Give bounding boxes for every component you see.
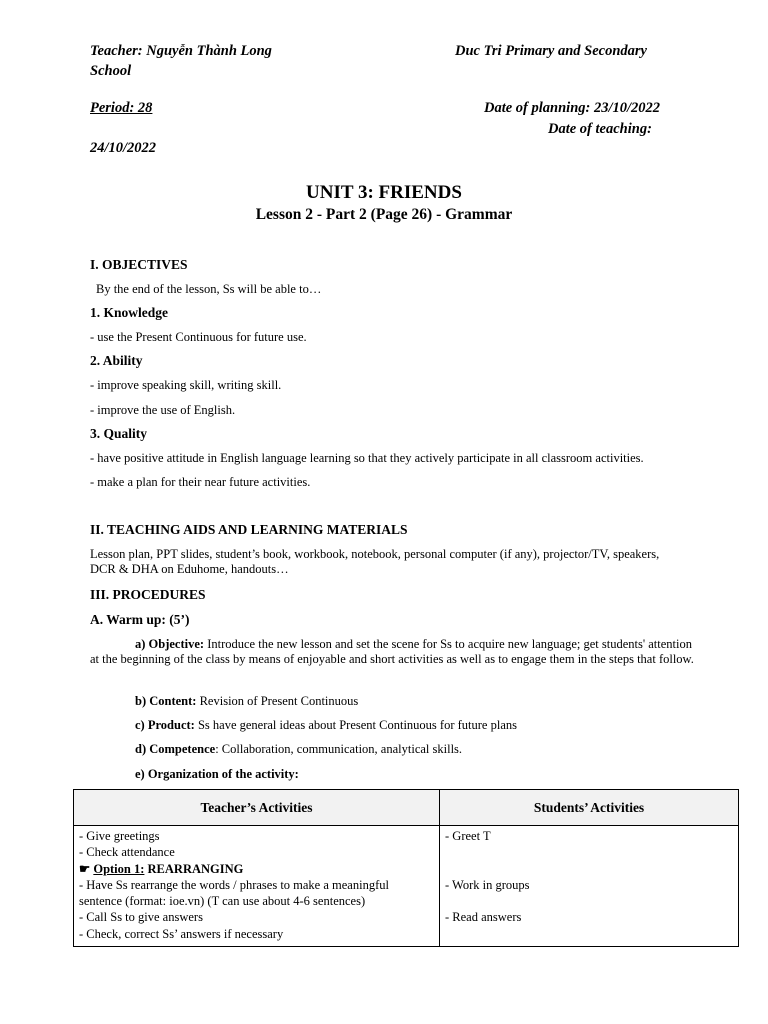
- teacher-activities-cell: [74, 826, 440, 947]
- teacher-step: - Check attendance: [79, 845, 175, 860]
- procedures-heading: III. PROCEDURES: [90, 587, 206, 602]
- product-text: Ss have general ideas about Present Continuous for future plans: [197, 718, 517, 732]
- teacher-activities-header: Teacher’s Activities: [74, 790, 440, 826]
- content-line: [135, 694, 358, 709]
- ability-item: - improve the use of English.: [90, 403, 236, 417]
- student-step: - Greet T: [445, 829, 491, 843]
- quality-item: - make a plan for their near future activities.: [90, 475, 311, 489]
- date-of-teaching-label: Date of teaching:: [548, 121, 652, 137]
- school-name: Duc Tri Primary and Secondary: [455, 43, 647, 59]
- period: Period: 28: [90, 100, 153, 116]
- date-of-teaching-value: 24/10/2022: [90, 140, 157, 156]
- ability-heading: 2. Ability: [90, 353, 143, 368]
- option-line: [79, 861, 434, 877]
- student-step: - Read answers: [445, 910, 522, 925]
- teacher-step: - Give greetings: [79, 829, 160, 843]
- objectives-heading: I. OBJECTIVES: [90, 257, 188, 272]
- competence-line: [135, 742, 462, 757]
- knowledge-item: - use the Present Continuous for future use.: [90, 330, 307, 344]
- competence-text: : Collaboration, communication, analytical skills.: [215, 742, 463, 756]
- competence-label: d) Competence: [135, 742, 216, 756]
- student-step: - Work in groups: [445, 877, 530, 892]
- date-of-planning: Date of planning: 23/10/2022: [484, 100, 661, 116]
- students-activities-cell: [440, 826, 739, 947]
- content-text: Revision of Present Continuous: [199, 694, 359, 708]
- students-activities-header: Students’ Activities: [440, 790, 739, 826]
- option-label: Option 1:: [93, 861, 145, 876]
- school-name-continued: School: [90, 63, 132, 79]
- product-label: c) Product:: [135, 718, 195, 732]
- table-header-row: [74, 790, 739, 826]
- warmup-heading: A. Warm up: (5’): [90, 612, 190, 627]
- knowledge-heading: 1. Knowledge: [90, 305, 169, 320]
- teacher-step: - Call Ss to give answers: [79, 910, 203, 925]
- teacher-name: Teacher: Nguyễn Thành Long: [90, 43, 272, 59]
- quality-heading: 3. Quality: [90, 426, 148, 441]
- objective-label: a) Objective:: [135, 637, 205, 651]
- teacher-step: - Check, correct Ss’ answers if necessary: [79, 926, 284, 941]
- materials-text: Lesson plan, PPT slides, student’s book, workbook, notebook, personal computer (if any), projector/TV, speakers, DCR & DHA on Eduhome, handouts…: [90, 547, 660, 576]
- option-name: REARRANGING: [147, 861, 244, 876]
- table-row: [74, 826, 739, 947]
- materials-heading: II. TEACHING AIDS AND LEARNING MATERIALS: [90, 522, 408, 537]
- pointing-hand-icon: ☛: [79, 861, 91, 876]
- quality-item: - have positive attitude in English language learning so that they actively participate in all classroom activities.: [90, 451, 644, 465]
- organization-label: e) Organization of the activity:: [135, 767, 299, 781]
- teacher-step: - Have Ss rearrange the words / phrases to make a meaningful sentence (format: ioe.vn) (T can use about 4-6 sentences): [79, 877, 389, 909]
- ability-item: - improve speaking skill, writing skill.: [90, 378, 282, 392]
- content-label: b) Content:: [135, 694, 197, 708]
- objective-text: Introduce the new lesson and set the scene for Ss to acquire new language; get students' attention at the beginning of the class by means of enjoyable and short activities as well as to engage them in the steps that follow.: [90, 637, 694, 666]
- activities-table: [73, 789, 739, 947]
- product-line: [135, 718, 517, 733]
- objectives-intro: By the end of the lesson, Ss will be able to…: [96, 282, 322, 296]
- unit-title: UNIT 3: FRIENDS: [306, 182, 462, 203]
- objective-paragraph: [90, 637, 700, 667]
- lesson-title: Lesson 2 - Part 2 (Page 26) - Grammar: [255, 206, 513, 223]
